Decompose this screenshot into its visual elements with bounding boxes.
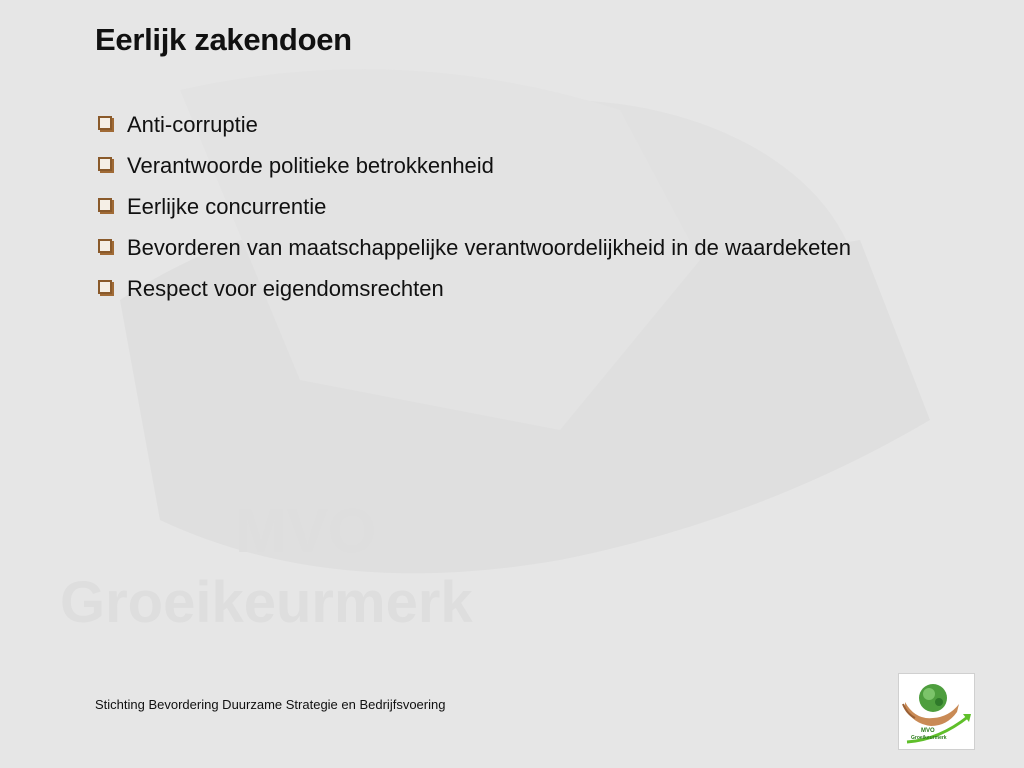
hollow-square-bullet-icon bbox=[98, 280, 112, 294]
mvo-logo bbox=[898, 673, 975, 750]
bullet-item bbox=[98, 231, 918, 265]
bullet-item bbox=[98, 272, 918, 306]
watermark-line-1: MVO bbox=[235, 497, 377, 566]
watermark-line-2: Groeikeurmerk bbox=[60, 570, 473, 635]
hollow-square-bullet-icon bbox=[98, 239, 112, 253]
logo-line-1: MVO bbox=[921, 728, 935, 734]
bullet-text: Bevorderen van maatschappelijke verantwoordelijkheid in de waardeketen bbox=[127, 235, 851, 260]
bullet-text: Eerlijke concurrentie bbox=[127, 194, 327, 219]
logo-line-2: Groeikeurmerk bbox=[911, 735, 947, 741]
footer-organization: Stichting Bevordering Duurzame Strategie en Bedrijfsvoering bbox=[95, 697, 446, 712]
bullet-text: Verantwoorde politieke betrokkenheid bbox=[127, 153, 494, 178]
hollow-square-bullet-icon bbox=[98, 198, 112, 212]
bullet-text: Respect voor eigendomsrechten bbox=[127, 276, 444, 301]
slide-title: Eerlijk zakendoen bbox=[95, 22, 352, 57]
hollow-square-bullet-icon bbox=[98, 157, 112, 171]
bullet-item bbox=[98, 190, 918, 224]
hollow-square-bullet-icon bbox=[98, 116, 112, 130]
bullet-text: Anti-corruptie bbox=[127, 112, 258, 137]
hands-holding-globe-logo bbox=[899, 674, 974, 749]
bullet-list bbox=[98, 108, 918, 313]
bullet-item bbox=[98, 108, 918, 142]
bullet-item bbox=[98, 149, 918, 183]
